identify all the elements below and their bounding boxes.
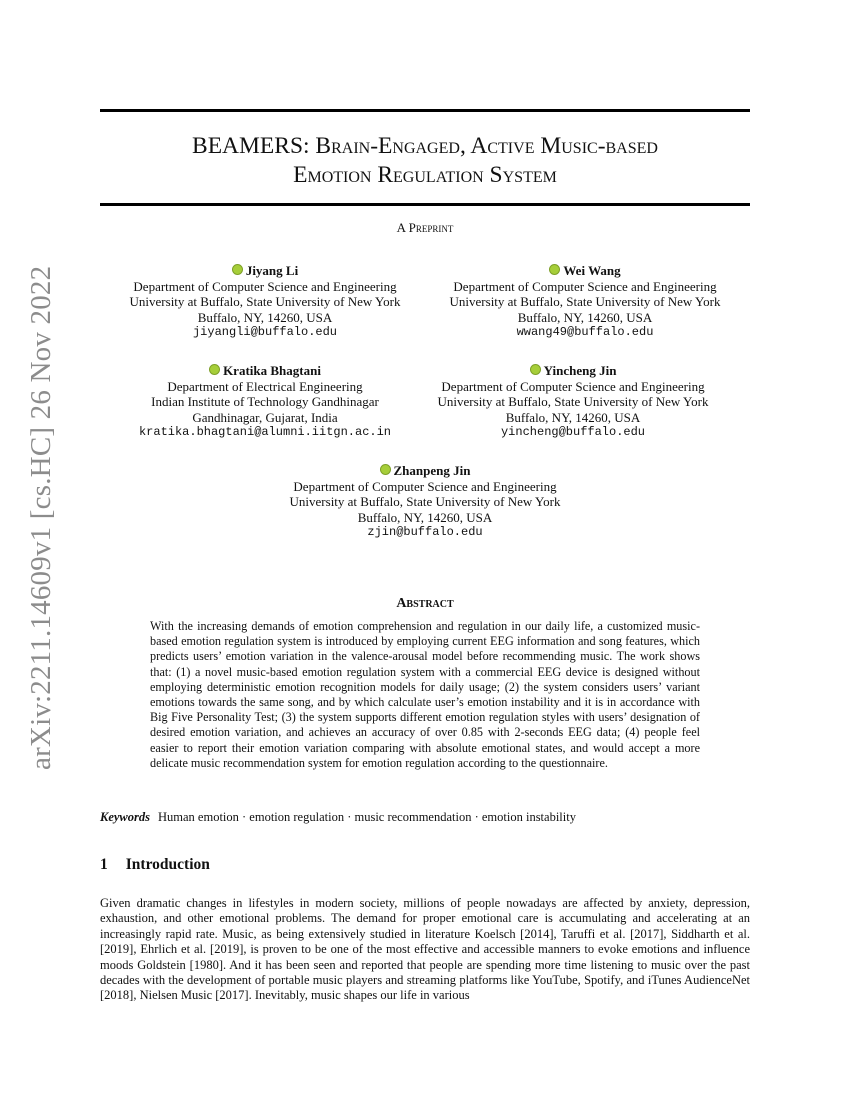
section-number: 1 (100, 856, 108, 873)
intro-paragraph: Given dramatic changes in lifestyles in modern society, millions of people nowadays are affected by anxiety, depression, exhaustion, and other emotional problems. The demand for proper emotional care is accumulating and accelerating at an increasingly rapid rate. Music, as being extensively studied in literature Koelsch [2014], Taruffi et al. [2017], Siddharth et al. [2019], Ehrlich et al. [2019], is proven to be one of the most effective and accessible manners to evoke emotions and influence moods Goldstein [1980]. And it has been seen and reported that people are spending more time listening to music over the past decades with the development of portable music players and streaming platforms like YouTube, Spotify, and iTunes AudienceNet [2018], Nielsen Music [2017]. Inevitably, music shapes our life in various (100, 896, 750, 1003)
author-block (250, 463, 600, 541)
author-name: Jiyang Li (245, 263, 299, 278)
author-dept: Department of Computer Science and Engineering (293, 478, 557, 494)
section-heading (100, 856, 210, 874)
author-email[interactable]: jiyangli@buffalo.edu (192, 325, 338, 339)
author-affiliation: University at Buffalo, State University of New York (437, 394, 709, 409)
title-rule-top (100, 109, 750, 112)
author-block (100, 263, 430, 341)
arxiv-identifier: arXiv:2211.14609v1 [cs.HC] 26 Nov 2022 (25, 265, 57, 770)
author-email[interactable]: yincheng@buffalo.edu (500, 425, 646, 439)
author-email[interactable]: zjin@buffalo.edu (367, 525, 483, 539)
orcid-icon[interactable] (232, 264, 243, 275)
author-location: Gandhinagar, Gujarat, India (192, 409, 338, 425)
author-block (100, 363, 430, 441)
author-location: Buffalo, NY, 14260, USA (517, 309, 653, 325)
keywords-label: Keywords (100, 810, 150, 824)
section-title: Introduction (125, 856, 210, 873)
title-line-1: BEAMERS: Brain-Engaged, Active Music-based (192, 133, 658, 159)
keywords (100, 810, 750, 825)
orcid-icon[interactable] (549, 264, 560, 275)
author-dept: Department of Computer Science and Engineering (453, 278, 717, 294)
author-dept: Department of Computer Science and Engineering (133, 278, 397, 294)
author-dept: Department of Electrical Engineering (167, 378, 363, 394)
author-affiliation: University at Buffalo, State University of New York (129, 294, 401, 309)
author-affiliation: University at Buffalo, State University of New York (289, 494, 561, 509)
orcid-icon[interactable] (209, 364, 220, 375)
title-rule-bottom (100, 203, 750, 206)
author-email[interactable]: kratika.bhagtani@alumni.iitgn.ac.in (138, 425, 392, 439)
abstract-heading: Abstract (396, 596, 454, 611)
author-dept: Department of Computer Science and Engineering (441, 378, 705, 394)
author-block (408, 363, 738, 441)
orcid-icon[interactable] (530, 364, 541, 375)
author-affiliation: University at Buffalo, State University of New York (449, 294, 721, 309)
author-name: Wei Wang (563, 263, 621, 278)
preprint-label: A Preprint (396, 220, 454, 235)
orcid-icon[interactable] (380, 464, 391, 475)
author-name: Yincheng Jin (543, 363, 617, 378)
author-name: Kratika Bhagtani (223, 363, 321, 378)
author-location: Buffalo, NY, 14260, USA (357, 509, 493, 525)
title-line-2: Emotion Regulation System (293, 162, 557, 188)
author-location: Buffalo, NY, 14260, USA (505, 409, 641, 425)
author-name: Zhanpeng Jin (393, 463, 471, 478)
author-block (420, 263, 750, 341)
keywords-text: Human emotion · emotion regulation · music recommendation · emotion instability (158, 810, 576, 824)
author-email[interactable]: wwang49@buffalo.edu (516, 325, 654, 339)
paper-title (100, 132, 750, 190)
author-location: Buffalo, NY, 14260, USA (197, 309, 333, 325)
author-affiliation: Indian Institute of Technology Gandhinagar (151, 394, 379, 409)
abstract-text: With the increasing demands of emotion comprehension and regulation in our daily life, a customized music-based emotion regulation system is introduced by employing current EEG information and song features, which predicts users’ emotion variation in the valence-arousal model before recommending music. The work shows that: (1) a novel music-based emotion regulation system with a commercial EEG device is designed without employing deterministic emotion recognition models for daily usage; (2) the system considers users’ variant emotions towards the same song, and by which calculate user’s emotion instability and it is in accordance with Big Five Personality Test; (3) the system supports different emotion regulation styles with users’ designation of desired emotion variation, and achieves an accuracy of over 0.85 with 2-seconds EEG data; (4) people feel easier to report their emotion variation comparing with absolute emotional states, and would accept a more delicate music recommendation system for emotion regulation according to the questionnaire. (150, 619, 700, 770)
